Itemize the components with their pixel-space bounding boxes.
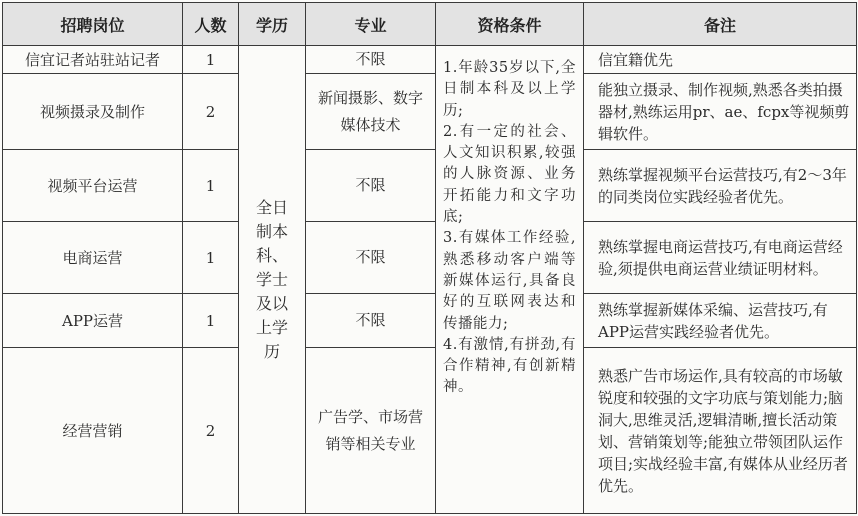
position-cell: 信宜记者站驻站记者 [3,46,183,74]
remark-cell: 能独立摄录、制作视频,熟悉各类拍摄器材,熟练运用pr、ae、fcpx等视频剪辑软件。 [584,74,857,150]
remark-cell: 熟悉广告市场运作,具有较高的市场敏锐度和较强的文字功底与策划能力;脑洞大,思维灵活,逻辑清晰,擅长活动策划、营销策划等;能独立带领团队运作项目;实战经验丰富,有媒体从业经历者优先。 [584,348,857,514]
count-cell: 2 [183,74,239,150]
table-row [3,348,857,514]
count-cell: 1 [183,222,239,294]
major-cell: 不限 [306,222,436,294]
header-qualifications: 资格条件 [436,3,584,46]
table-row [3,150,857,222]
recruitment-table [2,2,857,514]
remark-cell: 熟练掌握视频平台运营技巧,有2～3年的同类岗位实践经验者优先。 [584,150,857,222]
qualification-item: 2.有一定的社会、人文知识积累,较强的人脉资源、业务开拓能力和文字功底; [443,123,576,226]
position-cell: 视频平台运营 [3,150,183,222]
header-major: 专业 [306,3,436,46]
header-education: 学历 [239,3,306,46]
major-cell: 广告学、市场营销等相关专业 [306,348,436,514]
major-cell: 不限 [306,150,436,222]
header-remarks: 备注 [584,3,857,46]
position-cell: 经营营销 [3,348,183,514]
remark-cell: 熟练掌握新媒体采编、运营技巧,有APP运营实践经验者优先。 [584,294,857,348]
qualification-item: 3.有媒体工作经验,熟悉移动客户端等新媒体运行,具备良好的互联网表达和传播能力; [443,230,576,332]
header-row [3,3,857,46]
remark-cell: 熟练掌握电商运营技巧,有电商运营经验,须提供电商运营业绩证明材料。 [584,222,857,294]
count-cell: 1 [183,150,239,222]
count-cell: 2 [183,348,239,514]
position-cell: 电商运营 [3,222,183,294]
header-position: 招聘岗位 [3,3,183,46]
position-cell: 视频摄录及制作 [3,74,183,150]
qualification-item: 4.有激情,有拼劲,有合作精神,有创新精神。 [443,336,576,396]
header-count: 人数 [183,3,239,46]
qualification-item: 1.年龄35岁以下,全日制本科及以上学历; [443,60,576,119]
major-cell: 不限 [306,46,436,74]
table-row [3,46,857,74]
qualifications-cell [436,46,584,514]
count-cell: 1 [183,46,239,74]
position-cell: APP运营 [3,294,183,348]
table-row [3,294,857,348]
count-cell: 1 [183,294,239,348]
major-cell: 新闻摄影、数字媒体技术 [306,74,436,150]
remark-cell: 信宜籍优先 [584,46,857,74]
table-row [3,74,857,150]
table-row [3,222,857,294]
major-cell: 不限 [306,294,436,348]
education-cell: 全日制本科、学士及以上学历 [239,46,306,514]
